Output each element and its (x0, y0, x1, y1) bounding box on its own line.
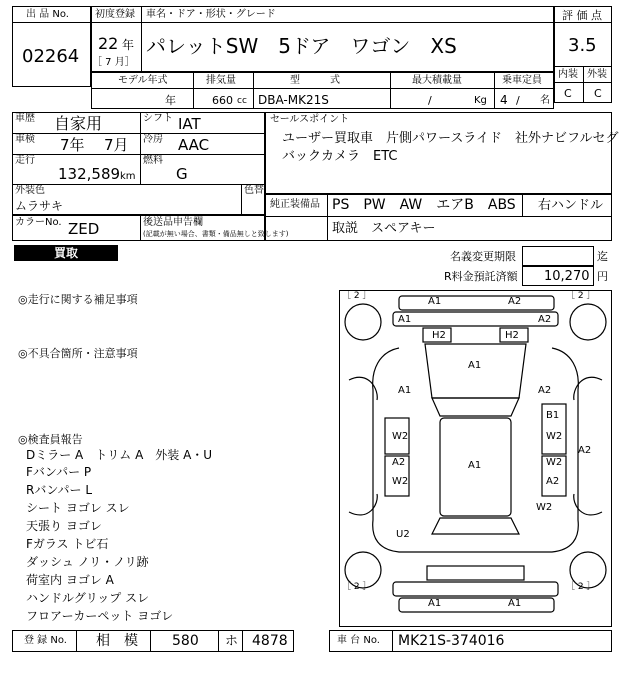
mileage-unit: km (120, 171, 136, 182)
capacity-value: 4 (500, 93, 508, 107)
color-no-value: ZED (68, 220, 100, 238)
chassis-label: 車 台 No. (337, 635, 380, 646)
history-value: 自家用 (54, 114, 103, 133)
lot-label: 出 品 No. (26, 9, 69, 20)
aircon-label: 冷房 (143, 134, 163, 145)
mark-door-rr-2: A2 (546, 476, 560, 487)
max-load-label: 最大積載量 (412, 75, 462, 86)
reg-number: 4878 (252, 633, 288, 649)
tyre-count-front-right: ［ 2 ］ (566, 291, 596, 301)
manual-items: 取説 スペアキー (332, 221, 436, 236)
first-reg-year: 22 (98, 34, 119, 53)
inspection-label: 車検 (15, 134, 35, 145)
car-diagram (339, 290, 612, 627)
body-outline (373, 348, 579, 552)
lot-number: 02264 (22, 46, 80, 67)
recycle-unit: 円 (597, 270, 608, 283)
max-load-value: / (428, 94, 432, 107)
name-change-unit: 迄 (597, 250, 608, 263)
score-value: 3.5 (568, 35, 597, 56)
color-no-label: カラーNo. (15, 217, 62, 228)
docs-note: (記載が無い場合、書類・備品無しと致します) (143, 230, 289, 238)
mark-quarter-r: W2 (536, 502, 553, 513)
report-line: Fバンパー P (26, 465, 92, 479)
fuel-label: 燃料 (143, 155, 163, 166)
report-line: 天張り ヨゴレ (26, 519, 102, 533)
displacement-unit: cc (237, 96, 247, 106)
report-line: ダッシュ ノリ・ノリ跡 (26, 555, 149, 569)
docs-label: 後送品申告欄 (143, 217, 203, 228)
sales-line-2: バックカメラ ETC (282, 149, 398, 164)
inspection-year: 7年 (60, 136, 85, 154)
mark-rear-l: A1 (428, 598, 442, 609)
rear-bumper-outline (393, 582, 558, 596)
mark-side-r: A2 (578, 445, 592, 456)
capacity-slash: / (516, 94, 520, 107)
report-line: ハンドルグリップ スレ (26, 591, 150, 605)
mileage-label: 走行 (15, 155, 35, 166)
reg-kana: ホ (225, 634, 239, 649)
purchase-bar: 買取 (14, 245, 118, 261)
mileage-value: 132,589 (58, 165, 121, 183)
inspection-month: 7月 (104, 136, 129, 154)
type-label: 型 式 (290, 75, 340, 86)
recycle-value: 10,270 (544, 269, 590, 284)
score-label: 評 価 点 (562, 9, 602, 22)
recycle-label: R料金預託済額 (444, 270, 518, 283)
mark-grille-r: A2 (538, 314, 552, 325)
color-value: ムラサキ (15, 199, 64, 213)
tyre-front-left-icon (345, 304, 381, 340)
model-year-label: モデル年式 (118, 75, 168, 86)
interior-grade: C (564, 87, 572, 100)
max-load-unit: Kg (474, 95, 487, 106)
color-label: 外装色 (15, 185, 45, 196)
exterior-label: 外装 (587, 69, 607, 80)
defect-notes-label: ◎不具合箇所・注意事項 (18, 347, 138, 360)
exterior-grade: C (594, 87, 602, 100)
tyre-front-right-icon (570, 304, 606, 340)
report-line: フロアーカーペット ヨゴレ (26, 609, 174, 623)
repaint-label: 色替 (244, 185, 264, 196)
front-bumper-outline (399, 296, 554, 310)
fuel-value: G (176, 165, 188, 183)
sales-label: セールスポイント (270, 114, 350, 125)
type-value: DBA-MK21S (258, 93, 329, 107)
model-year-value: 年 (165, 94, 176, 107)
tyre-count-rear-left: ［ 2 ］ (342, 582, 372, 592)
tyre-count-rear-right: ［ 2 ］ (566, 582, 596, 592)
reg-class: 580 (172, 633, 199, 649)
capacity-label: 乗車定員 (502, 75, 542, 86)
first-reg-label: 初度登録 (95, 9, 135, 20)
name-change-box (522, 246, 594, 266)
report-line: Fガラス トビ石 (26, 537, 109, 551)
mark-front-bumper-r: A2 (508, 296, 522, 307)
aircon-value: AAC (178, 136, 210, 154)
capacity-unit: 名 (540, 95, 550, 106)
sales-line-1: ユーザー買取車 片側パワースライド 社外ナビフルセグ (282, 131, 619, 146)
interior-label: 内装 (558, 69, 578, 80)
mark-roof: A1 (468, 460, 482, 471)
grille-outline (393, 312, 558, 326)
mark-door-fl: W2 (392, 431, 409, 442)
reg-region: 相 模 (96, 633, 138, 649)
hood-outline (425, 344, 526, 398)
reg-label: 登 録 No. (24, 635, 67, 646)
name-change-label: 名義変更期限 (450, 250, 516, 263)
shift-value: IAT (178, 115, 201, 133)
model-label: 車名・ドア・形状・グレード (146, 9, 276, 20)
mark-hood: A1 (468, 360, 482, 371)
mark-door-rl: A2 (392, 457, 406, 468)
equipment-label: 純正装備品 (270, 199, 320, 210)
inspector-label: ◎検査員報告 (18, 433, 83, 446)
report-line: シート ヨゴレ スレ (26, 501, 130, 515)
first-reg-month: ［ 7 月］ (92, 57, 135, 68)
displacement-label: 排気量 (206, 75, 236, 86)
report-line: 荷室内 ヨゴレ A (26, 573, 114, 587)
mark-door-rr: W2 (546, 457, 563, 468)
equipment-items: PS PW AW エアB ABS (332, 197, 516, 213)
history-label: 車歴 (15, 113, 35, 124)
mark-front-bumper-l: A1 (428, 296, 442, 307)
chassis-number: MK21S-374016 (398, 633, 505, 649)
shift-label: シフト (143, 113, 173, 124)
mark-door-rl-2: W2 (392, 476, 409, 487)
mark-headlight-l: H2 (432, 330, 446, 341)
drive-notes-label: ◎走行に関する補足事項 (18, 293, 138, 306)
first-reg-year-unit: 年 (122, 38, 135, 52)
report-line: Dミラー A トリム A 外装 A・U (26, 448, 213, 462)
mark-rear-r: A1 (508, 598, 522, 609)
tyre-count-front-left: ［ 2 ］ (342, 291, 372, 301)
mark-grille-l: A1 (398, 314, 412, 325)
displacement-value: 660 (212, 94, 233, 107)
mark-fender-l: A1 (398, 385, 412, 396)
mark-door-fr: B1 (546, 410, 560, 421)
mark-quarter-l: U2 (396, 529, 410, 540)
mark-door-fr-2: W2 (546, 431, 563, 442)
steering: 右ハンドル (538, 198, 604, 213)
mark-headlight-r: H2 (505, 330, 519, 341)
car-name: パレットSW 5ドア ワゴン XS (146, 34, 457, 58)
report-line: Rバンパー L (26, 483, 92, 497)
mark-fender-r: A2 (538, 385, 552, 396)
